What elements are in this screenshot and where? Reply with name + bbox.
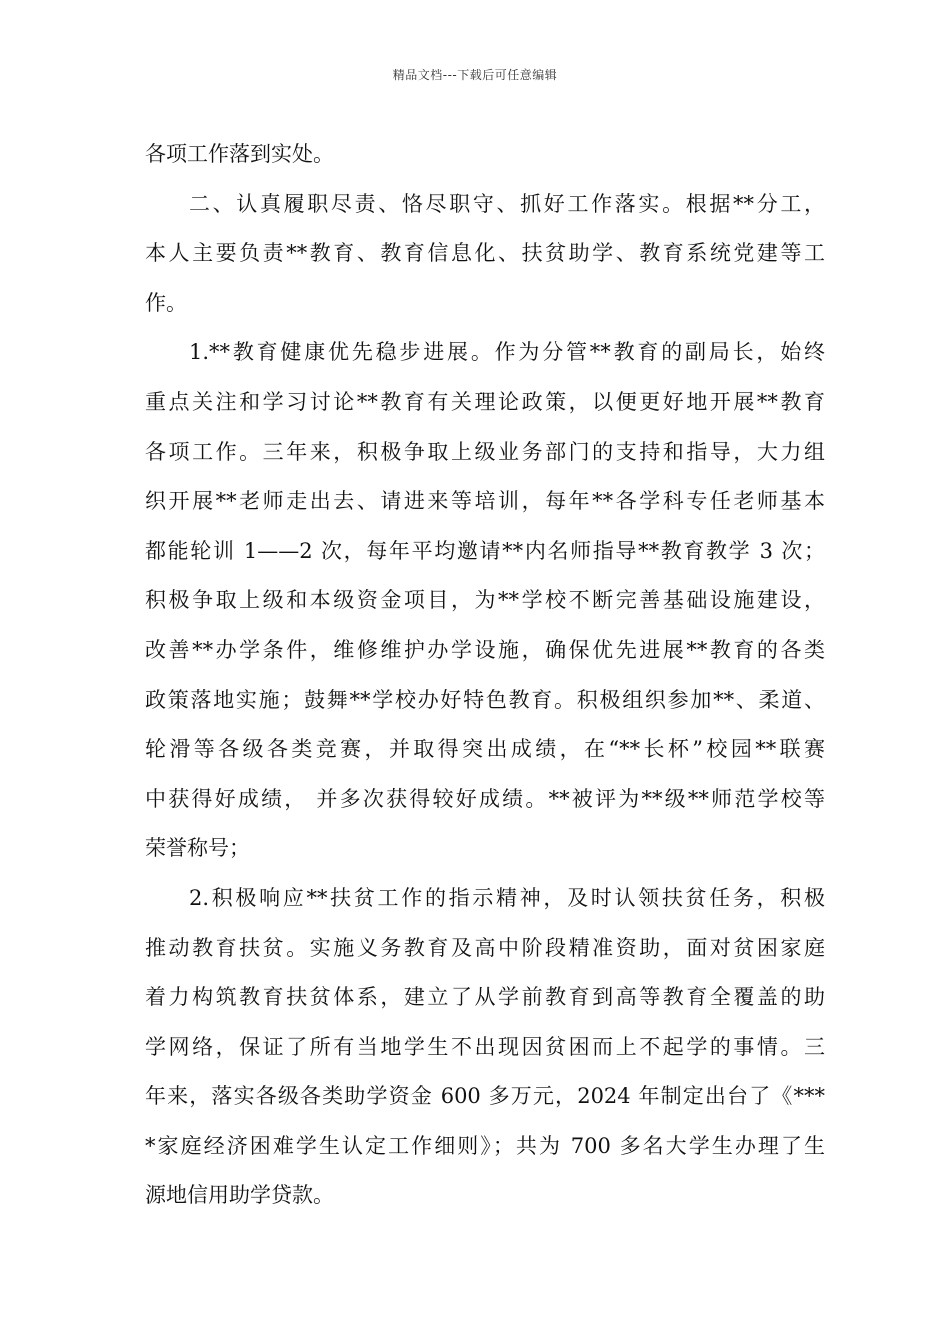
text-line xyxy=(145,1122,825,1172)
text-line xyxy=(145,229,825,279)
text-line xyxy=(145,328,825,378)
text-line-content: 推动教育扶贫。实施义务教育及高中阶段精准资助，面对贫困家庭 xyxy=(145,935,825,960)
text-line-content: 着力构筑教育扶贫体系，建立了从学前教育到高等教育全覆盖的助 xyxy=(145,985,825,1010)
text-line xyxy=(145,973,825,1023)
text-line-content: *家庭经济困难学生认定工作细则》；共为 700 多名大学生办理了生 xyxy=(145,1133,825,1158)
text-line xyxy=(145,428,825,478)
text-line xyxy=(145,477,825,527)
text-line xyxy=(145,775,825,825)
text-line xyxy=(145,1072,825,1122)
text-line xyxy=(145,576,825,626)
text-line-content: 中获得好成绩， 并多次获得较好成绩。**被评为**级**师范学校等 xyxy=(145,786,825,811)
text-line-content: 改善**办学条件，维修维护办学设施，确保优先进展**教育的各类 xyxy=(145,637,825,662)
text-line-content: 1.**教育健康优先稳步进展。作为分管**教育的副局长，始终 xyxy=(189,340,825,365)
text-line-content: 本人主要负责**教育、教育信息化、扶贫助学、教育系统党建等工 xyxy=(145,241,825,266)
text-line-content: 都能轮训 1——2 次，每年平均邀请**内名师指导**教育教学 3 次； xyxy=(145,538,825,563)
text-line-content: 二、认真履职尽责、恪尽职守、抓好工作落实。根据**分工， xyxy=(189,191,825,216)
text-line-content: 织开展**老师走出去、请进来等培训，每年**各学科专任老师基本 xyxy=(145,489,825,514)
text-line xyxy=(145,1171,825,1221)
text-line xyxy=(145,130,825,180)
text-line-content: 重点关注和学习讨论**教育有关理论政策，以便更好地开展**教育 xyxy=(145,389,825,414)
text-line-content: 荣誉称号； xyxy=(145,836,250,861)
text-line xyxy=(145,1023,825,1073)
text-line xyxy=(145,924,825,974)
text-line-content: 各项工作落到实处。 xyxy=(145,142,334,166)
text-line-content: 2.积极响应**扶贫工作的指示精神，及时认领扶贫任务，积极 xyxy=(189,885,825,910)
text-line xyxy=(145,527,825,577)
text-line-content: 政策落地实施；鼓舞**学校办好特色教育。积极组织参加**、柔道、 xyxy=(145,687,825,712)
text-line xyxy=(145,874,825,924)
text-line xyxy=(145,676,825,726)
document-body xyxy=(145,130,825,1221)
text-line-content: 年来，落实各级各类助学资金 600 多万元，2024 年制定出台了《*** xyxy=(145,1084,825,1109)
text-line xyxy=(145,378,825,428)
text-line xyxy=(145,279,825,329)
text-line xyxy=(145,725,825,775)
text-line-content: 各项工作。三年来，积极争取上级业务部门的支持和指导，大力组 xyxy=(145,439,825,464)
text-line xyxy=(145,180,825,230)
text-line xyxy=(145,626,825,676)
text-line-content: 积极争取上级和本级资金项目，为**学校不断完善基础设施建设， xyxy=(145,588,825,613)
text-line-content: 作。 xyxy=(145,290,187,315)
text-line-content: 源地信用助学贷款。 xyxy=(145,1183,334,1208)
page-header: 精品文档---下载后可任意编辑 xyxy=(392,68,558,82)
text-line-content: 轮滑等各级各类竞赛，并取得突出成绩，在“**长杯”校园**联赛 xyxy=(145,737,825,762)
text-line xyxy=(145,824,825,874)
text-line-content: 学网络，保证了所有当地学生不出现因贫困而上不起学的事情。三 xyxy=(145,1034,825,1059)
